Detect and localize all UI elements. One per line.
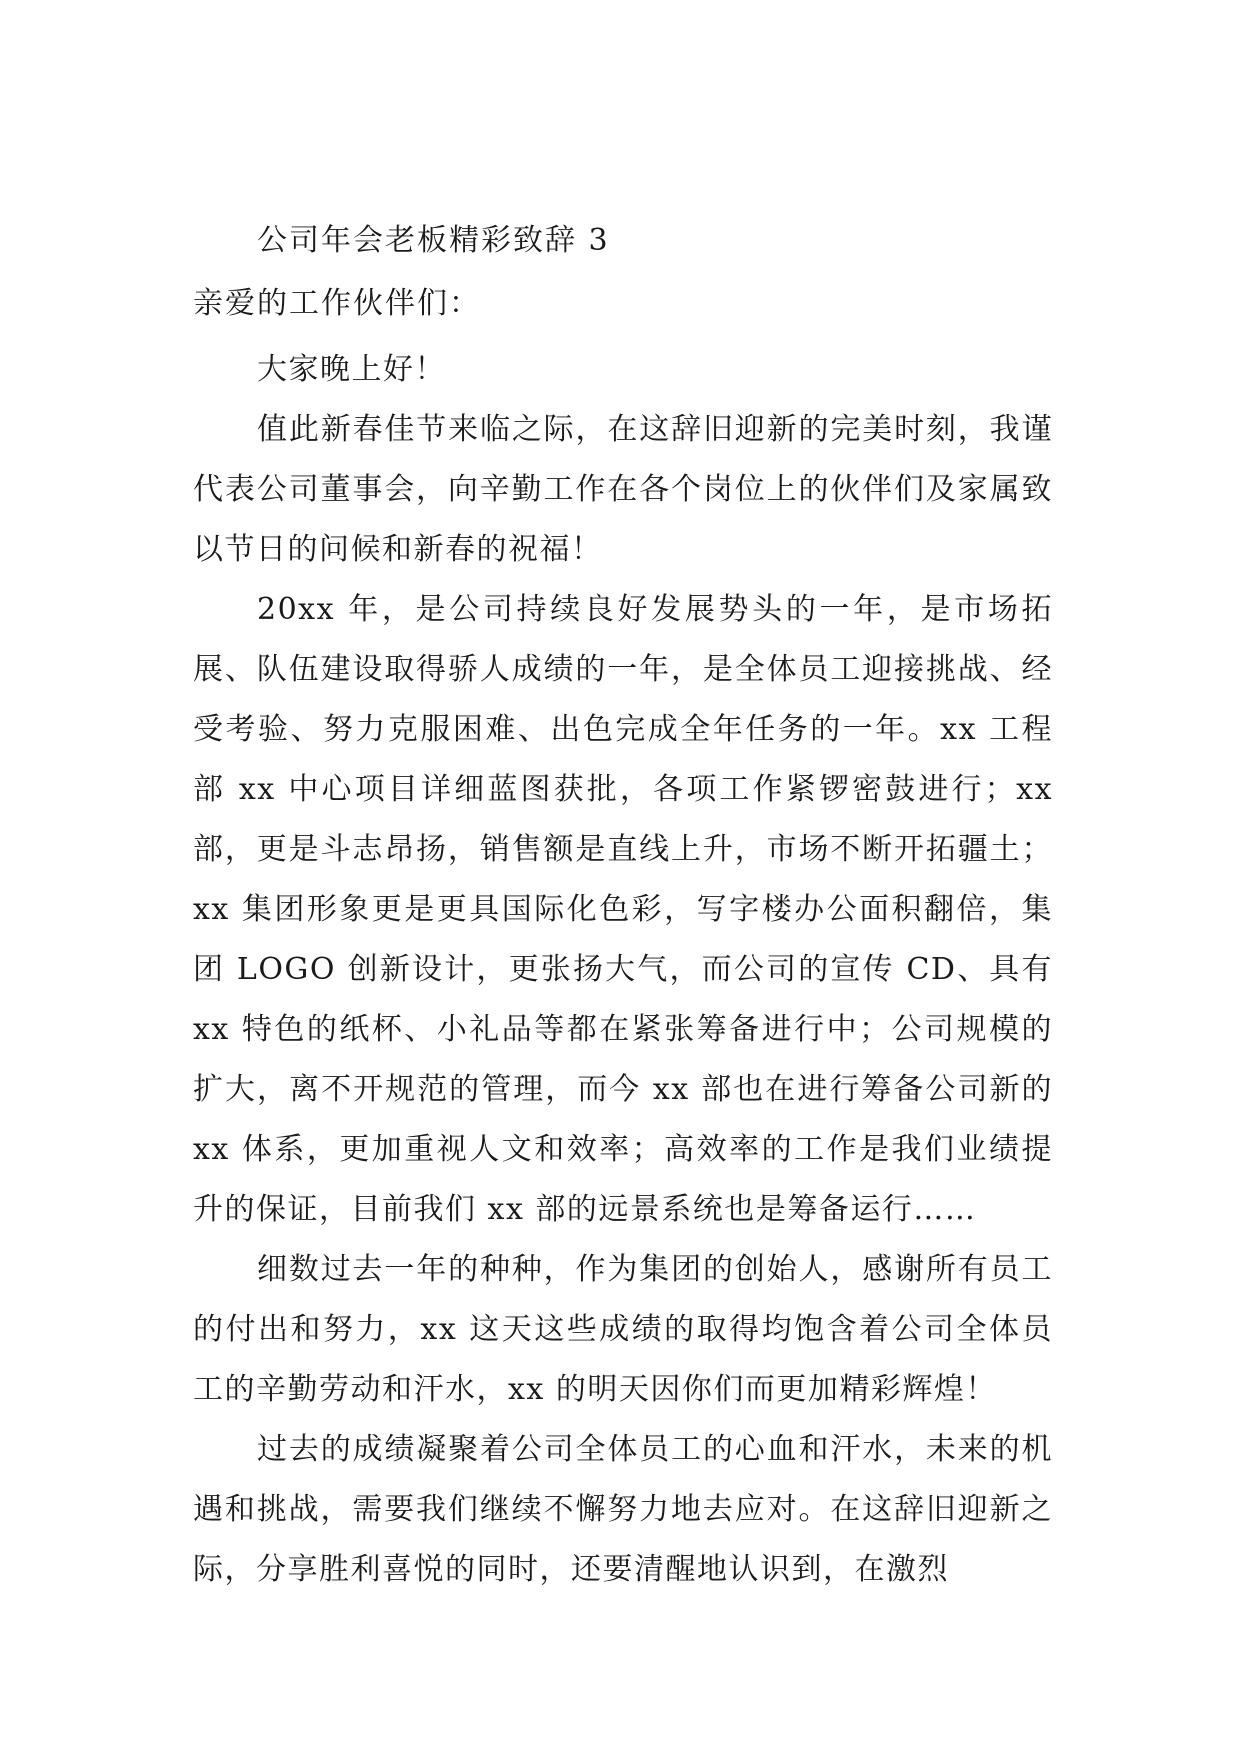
paragraph-future: 过去的成绩凝聚着公司全体员工的心血和汗水，未来的机遇和挑战，需要我们继续不懈努力地去应对。在这辞旧迎新之际，分享胜利喜悦的同时，还要清醒地认识到，在激烈 (193, 1432, 1053, 1587)
document-body (193, 340, 1053, 1600)
salutation: 亲爱的工作伙伴们： (193, 286, 481, 321)
paragraph-new-year-wishes: 值此新春佳节来临之际，在这辞旧迎新的完美时刻，我谨代表公司董事会，向辛勤工作在各个岗位上的伙伴们及家属致以节日的问候和新春的祝福！ (193, 412, 1053, 567)
paragraph-greeting: 大家晚上好！ (257, 352, 446, 387)
paragraph-thanks: 细数过去一年的种种，作为集团的创始人，感谢所有员工的付出和努力，xx 这天这些成绩的取得均饱含着公司全体员工的辛勤劳动和汗水，xx 的明天因你们而更加精彩辉煌！ (193, 1252, 1053, 1407)
paragraph-year-review: 20xx 年，是公司持续良好发展势头的一年，是市场拓展、队伍建设取得骄人成绩的一年，是全体员工迎接挑战、经受考验、努力克服困难、出色完成全年任务的一年。xx 工程部 xx 中心项目详细蓝图获批，各项工作紧锣密鼓进行；xx 部，更是斗志昂扬，销售额是直线上升，市场不断开拓疆土；xx 集团形象更是更具国际化色彩，写字楼办公面积翻倍，集团 LOGO 创新设计，更张扬大气，而公司的宣传 CD、具有 xx 特色的纸杯、小礼品等都在紧张筹备进行中；公司规模的扩大，离不开规范的管理，而今 xx 部也在进行筹备公司新的 xx 体系，更加重视人文和效率；高效率的工作是我们业绩提升的保证，目前我们 xx 部的远景系统也是筹备运行…… (193, 592, 1053, 1227)
document-title: 公司年会老板精彩致辞 3 (257, 223, 610, 258)
